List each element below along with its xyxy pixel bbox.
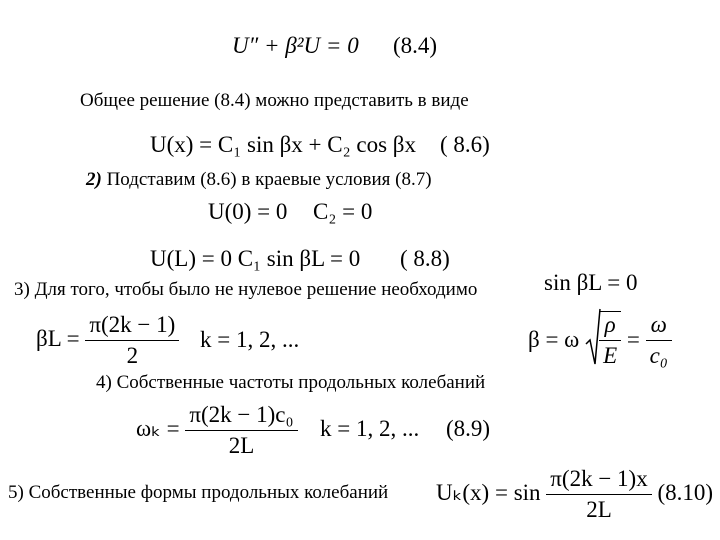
step-2-marker: 2) [86, 169, 102, 190]
fraction-uk-denominator: 2L [586, 497, 612, 522]
fraction-c0: c₀ [649, 342, 668, 368]
fraction-omega-k-denominator: 2L [228, 433, 255, 458]
fraction-omega-c0 [646, 312, 672, 369]
k-range-1: k = 1, 2, ... [200, 327, 300, 352]
equation-8-10 [436, 466, 713, 523]
equation-betaL [36, 312, 179, 369]
equation-8-9-number: (8.9) [446, 416, 491, 441]
equation-c2-zero: C₂ = 0 [313, 199, 373, 224]
sqrt-fraction [599, 311, 621, 369]
fraction-omega: ω [646, 312, 672, 341]
equation-beta-lhs: β = ω [528, 327, 580, 352]
step-2-text: Подставим (8.6) в краевые условия (8.7) [106, 169, 432, 190]
equation-8-9 [136, 402, 298, 459]
equation-8-4 [232, 33, 359, 59]
equation-betaL-lhs: βL = [36, 325, 80, 351]
equation-beta-equals: = [626, 327, 640, 352]
sqrt-numerator: ρ [599, 312, 621, 341]
fraction-uk-numerator: π(2k − 1)x [546, 466, 651, 495]
fraction-omega-k [185, 402, 297, 459]
k-range-2: k = 1, 2, ... [320, 416, 420, 441]
equation-8-8: U(L) = 0 C₁ sin βL = 0 [150, 246, 361, 271]
fraction-uk [546, 466, 651, 523]
equation-8-10-lhs: Uₖ(x) = sin [436, 479, 541, 505]
text-general-solution: Общее решение (8.4) можно представить в виде [80, 90, 469, 111]
equation-bc-zero: U(0) = 0 [208, 199, 288, 224]
equation-8-4-body: U″ + β²U = 0 [232, 33, 359, 58]
fraction-betaL-denominator: 2 [126, 343, 139, 368]
equation-beta-omega [528, 308, 672, 372]
fraction-omega-k-numerator: π(2k − 1)c₀ [185, 402, 297, 431]
equation-8-9-lhs: ωₖ = [136, 415, 180, 441]
step-2 [86, 169, 432, 191]
sqrt-denominator: E [603, 343, 618, 368]
equation-8-6-number: ( 8.6) [440, 132, 490, 157]
fraction-betaL [85, 312, 179, 369]
fraction-betaL-numerator: π(2k − 1) [85, 312, 179, 341]
equation-8-4-number: (8.4) [393, 33, 438, 58]
step-3: 3) Для того, чтобы было не нулевое решение необходимо [14, 279, 478, 300]
equation-sin-betaL: sin βL = 0 [544, 270, 638, 295]
step-5: 5) Собственные формы продольных колебаний [8, 482, 389, 503]
equation-8-6: U(x) = C₁ sin βx + C₂ cos βx [150, 132, 416, 157]
step-4: 4) Собственные частоты продольных колебаний [96, 372, 486, 393]
equation-8-10-number: (8.10) [657, 479, 714, 505]
equation-8-8-number: ( 8.8) [400, 246, 450, 271]
